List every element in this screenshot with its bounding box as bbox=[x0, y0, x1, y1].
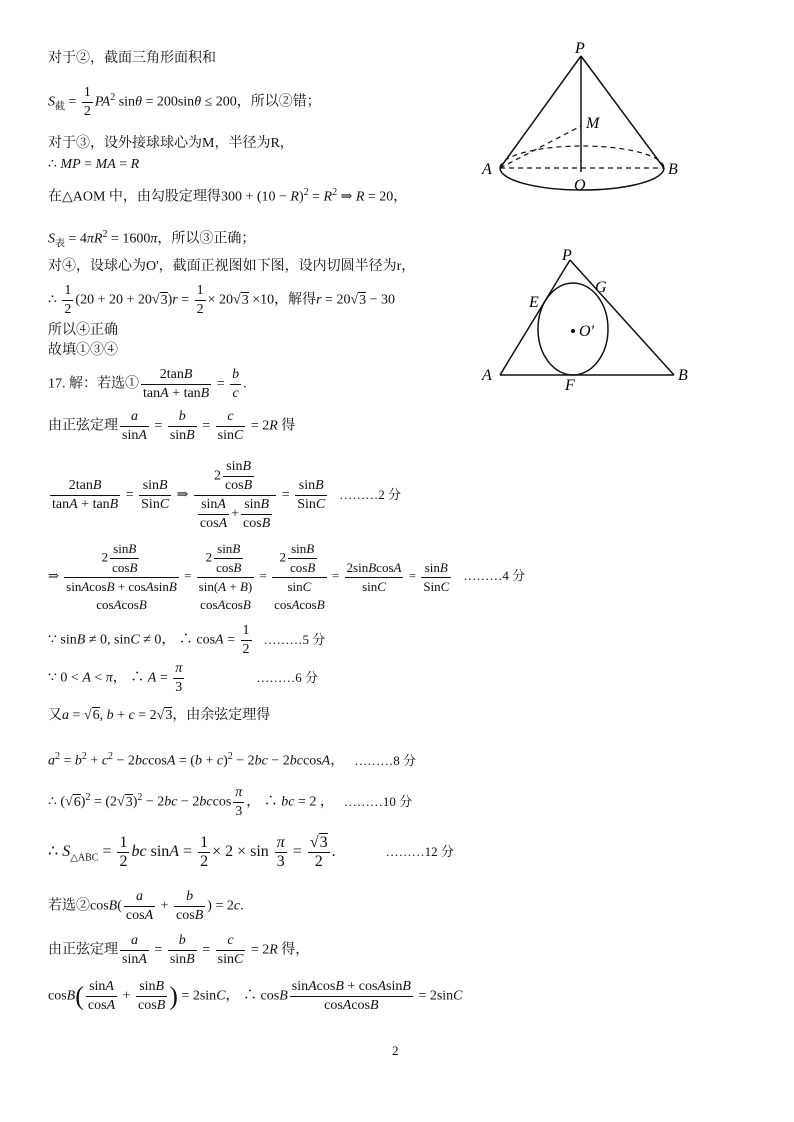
sine-law-line-2: 由正弦定理 $\frac{a}{\sin A}$ = $\frac{b}{\sin B}$ = $\frac{c}{\sin C}$ = 2R 得， bbox=[48, 933, 310, 967]
equation-step-2: $\frac{2\tan B}{\tan A + \tan B}$ = sinB SinC ⇒ 2 $\frac{\sin B}{\cos B}$ $\frac{\sin A}{\cos A}$ + $\frac{\sin B}{\cos B}$ = sinB SinC ………2 分 bbox=[52, 459, 401, 531]
label-M: M bbox=[586, 115, 600, 132]
equation-pythagoras: 在△AOM 中，由勾股定理得$300 + (10 - R)^2 = R^2$ ⇒ R = 20， bbox=[48, 187, 408, 205]
score-label: ………10 分 bbox=[343, 793, 413, 809]
score-label: ………12 分 bbox=[385, 844, 454, 860]
equation-cosA: ∵ sinB ≠ 0, sinC ≠ 0， ∴ cosA = $\frac{1}{2}$ ………5 分 bbox=[48, 623, 326, 657]
score-label: ………5 分 bbox=[263, 631, 326, 647]
equation-option-2-final: cosB( $\frac{\sin A}{\cos A}$ + $\frac{\sin B}{\cos B}$ ) = 2sinC， ∴ cosB $\frac{\text{sinAcosB + cosAsinB}}{\text{cosAcosB}}$ = 2sinC bbox=[48, 979, 463, 1013]
sine-law-line: 由正弦定理 $\frac{a}{\sin A}$ = $\frac{b}{\sin B}$ = $\frac{c}{\sin C}$ = 2R 得 bbox=[48, 409, 296, 443]
text-suffix: ，所以②错； bbox=[236, 94, 321, 110]
label-E: E bbox=[529, 294, 539, 311]
equation-angle-A: ∵ 0 < A < π， ∴ A = $\frac{\pi}{3}$ ………6 分 bbox=[48, 661, 319, 695]
score-label: ………8 分 bbox=[354, 752, 416, 768]
score-label: ………4 分 bbox=[463, 567, 526, 583]
label-O: O bbox=[574, 177, 586, 194]
score-label: ………6 分 bbox=[256, 669, 319, 685]
label-A: A bbox=[482, 161, 492, 178]
text-line-3: 对于③，设外接球球心为M，半径为R， bbox=[48, 136, 294, 151]
label-B: B bbox=[678, 367, 688, 384]
score-label: ………2 分 bbox=[339, 486, 401, 502]
question-17-option-2: 若选②cosB( $\frac{a}{\cos A}$ + $\frac{b}{\cos B}$ ) = 2c. bbox=[48, 889, 244, 923]
label-P: P bbox=[562, 247, 572, 264]
equation-area-abc: ∴ $S_{\triangle ABC}$ = $\frac{1}{2}$ bc sinA = $\frac{1}{2}$ × 2 × sin $\frac{\pi}{3}$ = $\frac{√3}{2}$ . ………12 分 bbox=[48, 834, 454, 870]
label-O-prime: O' bbox=[579, 323, 594, 340]
triangle-incircle-figure bbox=[478, 240, 698, 390]
text-line-7: 对④，设球心为O'，截面正视图如下图，设内切圆半径为r， bbox=[48, 259, 416, 274]
equation-surface-area: $S_表 = 4\pi R^2 = 1600\pi$，所以③正确； bbox=[48, 229, 256, 250]
equation-given: 又a = √6, b + c = 2√3，由余弦定理得 bbox=[48, 708, 271, 723]
page-number: 2 bbox=[392, 1043, 399, 1058]
equation-cosine-law: $a^2 = b^2 + c^2 - 2bccosA = (b + c)^2 - 2bc - 2bccosA$， ………8 分 bbox=[48, 751, 416, 769]
label-P: P bbox=[575, 40, 585, 57]
label-A: A bbox=[482, 367, 492, 384]
equation-section-area: $S_截$ = $\frac{1}{2}$ $PA^2$ sinθ = 200sinθ ≤ 200，所以②错； bbox=[48, 85, 321, 119]
label-G: G bbox=[595, 279, 607, 296]
equation-inradius: ∴ $\frac{1}{2}$ (20 + 20 + 20√3)r = $\frac{1}{2}$ × 20√3 ×10，解得r = 20√3 − 30 bbox=[48, 283, 396, 317]
label-F: F bbox=[565, 377, 575, 390]
equation-bc: ∴ $(√6)^2 = (2√3)^2 - 2bc - 2bccos$ $\frac{\pi}{3}$ ， ∴ bc = 2 ， ………10 分 bbox=[48, 785, 413, 819]
label-B: B bbox=[668, 161, 678, 178]
question-17-option-1: 17. 解：若选① $\frac{2\tan B}{\tan A + \tan B}$ = $\frac{b}{c}$ . bbox=[48, 367, 247, 401]
equation-step-4: ⇒ 2 $\frac{\sin B}{\cos B}$ sinAcosB + cosAsinB cosAcosB = 2 $\frac{\sin B}{\cos B}$ sin(A + B) cosAcosB = 2 $\frac{\sin B}{\cos B}$ sinC cosAcosB = $\frac{\text{2sinBcosA}}{\sin C}$ = sinB SinC ………4 分 bbox=[48, 541, 526, 612]
text-line-10: 故填①③④ bbox=[48, 343, 118, 358]
text-line-9: 所以④正确 bbox=[48, 323, 118, 338]
text-line-1: 对于②，截面三角形面积和 bbox=[48, 51, 216, 66]
equation-mp-ma: ∴ MP = MA = R bbox=[48, 157, 140, 172]
cone-figure bbox=[478, 40, 698, 200]
